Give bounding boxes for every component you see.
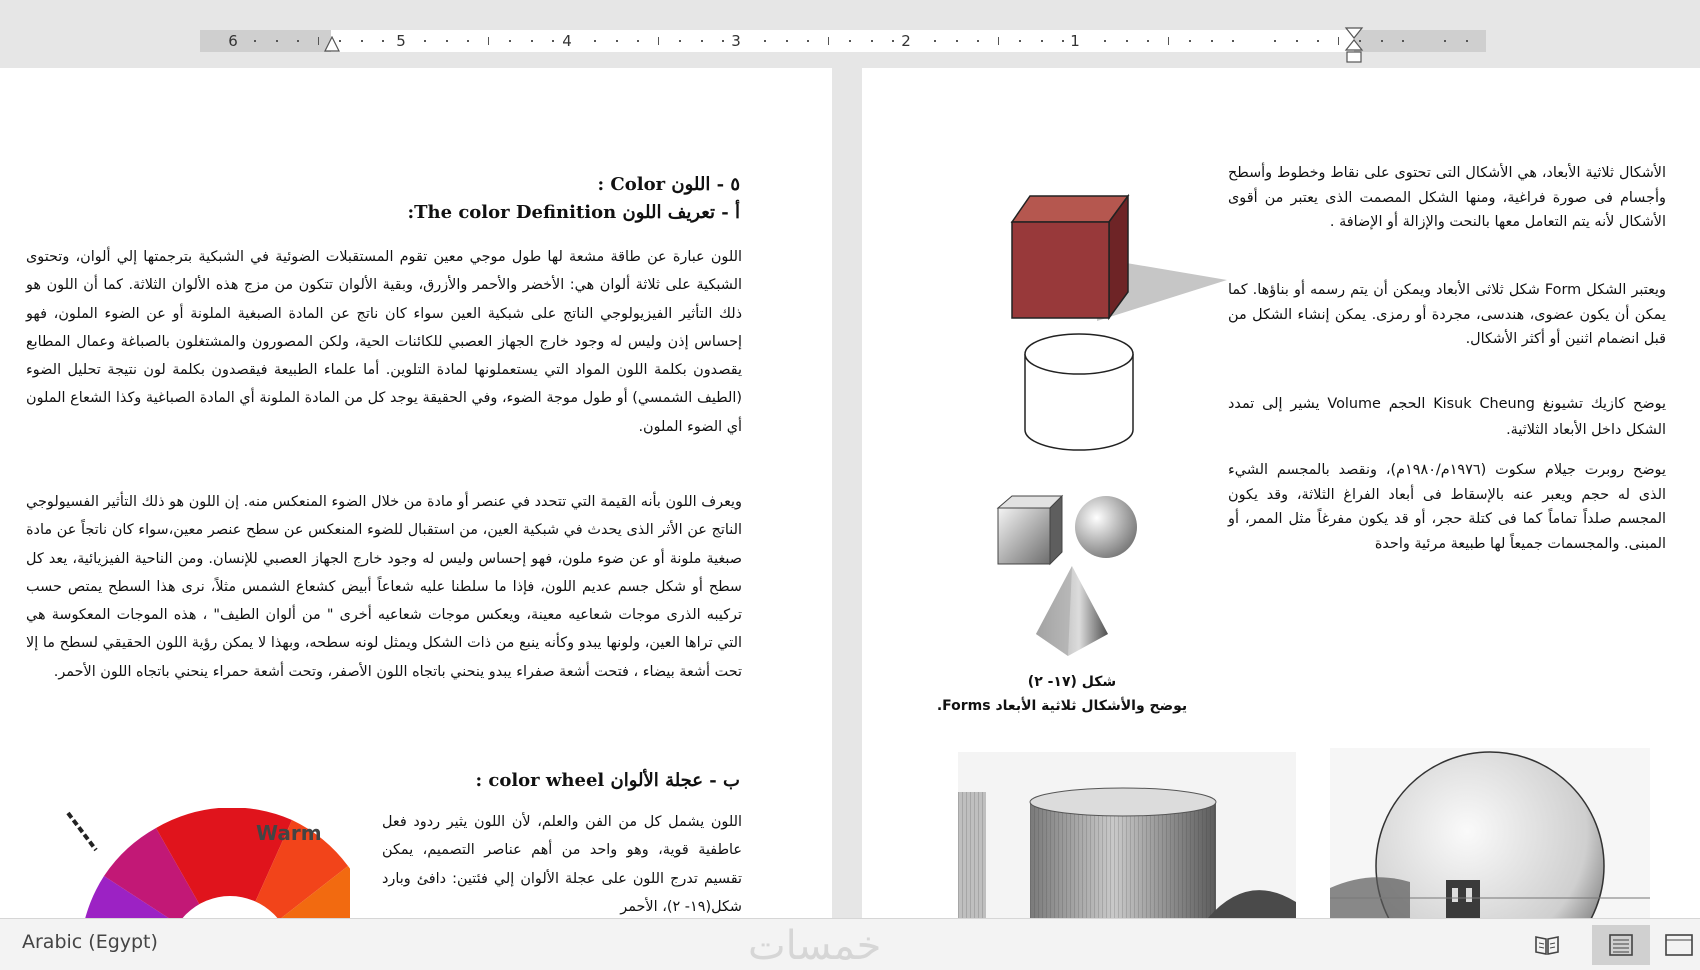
ruler-tick [1444, 40, 1446, 42]
document-page-right[interactable] [862, 68, 1700, 918]
ruler-tick [1062, 40, 1064, 42]
ruler-tick [1338, 37, 1339, 45]
sphere-building-photo [1330, 748, 1650, 918]
ruler-tick [488, 37, 489, 45]
ruler-tick [1041, 40, 1043, 42]
document-page-left[interactable] [0, 68, 832, 918]
ruler-tick [1274, 40, 1276, 42]
paragraph-form: ويعتبر الشكل Form شكل ثلاثى الأبعاد ويمكن أن يتم رسمه أو بناؤها. كما يمكن أن يكون عضوى، هندسى، مجردة أو رمزى. يمكن إنشاء الشكل من قبل انضمام اثنين أو أكثر الأشكال. [1228, 282, 1666, 347]
ruler-tick [509, 40, 511, 42]
ruler-tick [637, 40, 639, 42]
ruler-tick [871, 40, 873, 42]
ruler-number: 5 [396, 32, 406, 50]
ruler-tick [701, 40, 703, 42]
right-indent-marker-icon[interactable] [1344, 27, 1364, 67]
ruler-tick [1147, 40, 1149, 42]
figure-caption-number: شكل (١٧- ٢) [1027, 674, 1117, 690]
left-indent-marker-icon[interactable] [324, 36, 340, 52]
ruler-tick [318, 37, 319, 45]
ruler-tick [424, 40, 426, 42]
ruler-tick [552, 40, 554, 42]
heading-color: ٥ - اللون Color : [597, 174, 740, 195]
read-mode-icon [1534, 934, 1560, 956]
ruler-tick [446, 40, 448, 42]
ruler-tick [1211, 40, 1213, 42]
ruler-tick [467, 40, 469, 42]
ruler-tick [531, 40, 533, 42]
paragraph-color-wheel: اللون يشمل كل من الفن والعلم، لأن اللون يثير ردود فعل عاطفية قوية، وهو واحد من أهم عناصر التصميم، يمكن تقسيم تدرج اللون على عجلة الألوان إلي فئتين: دافئ وبارد شكل(١٩- ٢)، الأحمر [382, 814, 742, 915]
web-layout-button[interactable] [1664, 925, 1700, 965]
horizontal-ruler[interactable] [200, 30, 1486, 52]
ruler-tick [956, 40, 958, 42]
ruler-tick [764, 40, 766, 42]
ruler-text-area [331, 30, 1354, 52]
ruler-tick [1189, 40, 1191, 42]
paragraph-solid: يوضح روبرت جيلام سكوت (١٩٧٦م/١٩٨٠م)، ونقصد بالمجسم الشيء الذى له حجم ويعبر عنه بالإسقاط فى أبعاد الفراغ الثلاثة، وقد يكون المجسم صلداً تماماً كما فى كتلة حجر، أو قد يكون مفرغاً مثل الممر، أو المبنى. والمجسمات جميعاً لها طبيعة مرئية واحدة [1228, 462, 1666, 552]
ruler-tick [1019, 40, 1021, 42]
cylinder-building-photo [958, 752, 1296, 918]
ruler-tick [977, 40, 979, 42]
ruler-tick [297, 40, 299, 42]
paragraph-3d-shapes: الأشكال ثلاثية الأبعاد، هي الأشكال التى تحتوى على نقاط وخطوط وأسطح وأجسام فى صورة فراغية، ومنها الشكل المصمت الذى يعتبر من أقوى الأشكال لأنه يتم التعامل معها بالنحت والإزالة أو الإضافة . [1228, 165, 1666, 230]
ruler-tick [616, 40, 618, 42]
ruler-tick [1317, 40, 1319, 42]
ruler-tick [998, 37, 999, 45]
ruler-tick [849, 40, 851, 42]
ruler-tick [892, 40, 894, 42]
paragraph-reflected-light: ويعرف اللون بأنه القيمة التي تتحدد في عنصر أو مادة من خلال الضوء المنعكس منه. إن اللون هو ذلك التأثير الفسيولوجي الناتج عن الأثر الذى يحدث في شبكية العين، من استقبال للضوء المنعكس عن سطح عنصر معين،سواء كان ناتجاً عن مادة صبغية ملونة أو عن ضوء ملون، فهو إحساس وليس له وجود خارج الجهاز العصبي للإنسان. ومن الناحية الفيزيائية، يعد كل سطح أو شكل جسم عديم اللون، فإذا ما سلطنا عليه شعاعاً أبيض كشعاع الشمس مثلاً، نرى هذا السطح يمتص حسب تركيبه الذرى موجات شعاعيه معينة، ويعكس موجات شعاعيه أخرى " من ألوان الطيف" ، هذه الموجات المعكوسة هي التي تراها العين، ولونها يبدو وكأنه ينبع من ذات الشكل ويمثل لونه سطحه، وبهذا لا يمكن رؤية اللون الحقيقي لسطح ما إلا تحت أشعة بيضاء ، فتحت أشعة صفراء يبدو ينحني باتجاه اللون الأصفر، وتحت أشعة حمراء ينحني باتجاه اللون الأحمر. [26, 494, 742, 680]
watermark: خمسات [748, 923, 882, 969]
ruler-tick [1168, 37, 1169, 45]
ruler-tick [786, 40, 788, 42]
paragraph-color-definition: اللون عبارة عن طاقة مشعة لها طول موجي معين تقوم المستقبلات الضوئية في الشبكية بترجمتها إلي ألوان، وتحتوى الشبكية على ثلاثة ألوان هي: الأخضر والأحمر والأزرق، وبقية الألوان تتكون من مزج هذه الألوان الثلاثة. كما أن اللون هو ذلك التأثير الفيزيولوجي الناتج على شبكية العين سواء كان ناتج عن المادة الصبغية الملونة أو عن الضوء الملون، فهو إحساس إذن وليس له وجود خارج الجهاز العصبي للكائنات الحية، ولكن المصورون والمشتغلون بالصباغة وعمال المطابع يقصدون بكلمة اللون المواد التي يستعملونها لمادة التلوين. أما علماء الطبيعة فيقصدون بكلمة لون نتيجة تحليل الضوء (الطيف الشمسي) أو طول موجة الضوء، وفي الحقيقة يوجد كل من المادة الملونة أي المادة الصباغية وكذا الشعاع الملون أي الضوء الملون. [26, 249, 742, 435]
ruler-number: 6 [228, 32, 238, 50]
ruler-tick [1126, 40, 1128, 42]
web-layout-icon [1664, 933, 1694, 957]
ruler-number: 3 [731, 32, 741, 50]
ruler-number: 2 [901, 32, 911, 50]
language-indicator[interactable]: Arabic (Egypt) [22, 931, 158, 953]
status-bar [0, 918, 1700, 970]
red-cube-figure [1002, 186, 1227, 346]
heading-color-wheel: ب - عجلة الألوان color wheel : [475, 770, 740, 791]
geometric-solids-figure [996, 494, 1156, 666]
ruler-tick [1402, 40, 1404, 42]
ruler-tick [254, 40, 256, 42]
ruler-tick [1104, 40, 1106, 42]
heading-color-definition: أ - تعريف اللون The color Definition: [407, 202, 740, 223]
ruler-tick [594, 40, 596, 42]
cylinder-figure [1022, 330, 1137, 455]
ruler-tick [1296, 40, 1298, 42]
wheel-label-warm: Warm [256, 821, 322, 845]
ruler-tick [658, 37, 659, 45]
figure-caption-title: يوضح والأشكال ثلاثية الأبعاد Forms. [936, 698, 1188, 714]
ruler-tick [1232, 40, 1234, 42]
ruler-tick [828, 37, 829, 45]
ruler-bar [0, 0, 1700, 68]
read-mode-button[interactable] [1518, 925, 1576, 965]
ruler-tick [1466, 40, 1468, 42]
ruler-number: 4 [562, 32, 572, 50]
ruler-tick [934, 40, 936, 42]
ruler-tick [722, 40, 724, 42]
paragraph-volume: يوضح كازيك تشيونغ Kisuk Cheung الحجم Volume يشير إلى تمدد الشكل داخل الأبعاد الثلاثية. [1228, 396, 1667, 438]
ruler-tick [679, 40, 681, 42]
print-layout-button[interactable] [1592, 925, 1650, 965]
ruler-tick [807, 40, 809, 42]
ruler-tick [361, 40, 363, 42]
ruler-tick [276, 40, 278, 42]
ruler-tick [1381, 40, 1383, 42]
ruler-tick [382, 40, 384, 42]
ruler-number: 1 [1070, 32, 1080, 50]
print-layout-icon [1608, 933, 1634, 957]
color-wheel-figure [60, 808, 350, 918]
